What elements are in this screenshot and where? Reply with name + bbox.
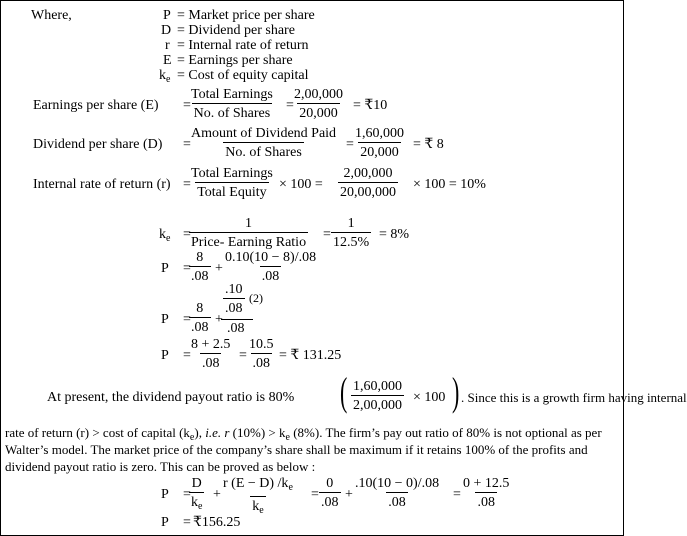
denominator: .08 — [227, 321, 245, 336]
equals-sign: = — [183, 137, 191, 152]
denominator: .08 — [223, 298, 245, 316]
right-paren: ) — [451, 369, 460, 414]
plus-sign: + — [345, 487, 353, 502]
numerator: 1,60,000 — [355, 126, 404, 141]
equals-sign: = — [183, 98, 191, 113]
numerator: Total Earnings — [191, 87, 273, 102]
equals-sign: = — [311, 487, 319, 502]
numerator: 1,60,000 — [353, 379, 402, 394]
denominator: .08 — [251, 353, 273, 371]
numerator: 0 + 12.5 — [463, 476, 510, 491]
numerator: 1 — [245, 216, 253, 231]
irr-result: × 100 = 10% — [413, 177, 486, 192]
p3-first-fraction — [189, 337, 232, 371]
denominator: $k_e$ — [250, 496, 265, 518]
denominator: 20,000 — [297, 103, 340, 121]
equals-sign: = — [183, 348, 191, 363]
ke-result: = 8% — [379, 227, 410, 242]
irr-value-fraction — [338, 166, 398, 200]
numerator: 2,00,000 — [294, 87, 343, 102]
def-text: = Cost of equity capital — [177, 68, 309, 83]
fraction-bar — [221, 319, 253, 320]
plus-sign: + — [215, 261, 223, 276]
left-paren: ( — [339, 369, 348, 414]
p4-growth-fraction — [353, 476, 441, 510]
equals-sign: = — [183, 261, 191, 276]
numerator: 8 — [196, 301, 204, 316]
p-symbol: P — [161, 487, 169, 502]
p-symbol: P — [161, 515, 169, 530]
p4-walter-fraction — [221, 476, 295, 518]
irr-formula-fraction — [189, 166, 275, 200]
numerator: Amount of Dividend Paid — [191, 126, 337, 141]
equals-sign: = — [453, 487, 461, 502]
eps-result: = ₹10 — [353, 98, 388, 113]
denominator: 20,000 — [358, 142, 401, 160]
times-hundred: × 100 — [413, 390, 446, 405]
paragraph-line: rate of return (r) > cost of capital $(k_e)$, i.e. r $(10\%) > k_e$ (8%). The firm’s pay out ratio of 80% is not optional as per — [5, 425, 602, 443]
plus-sign: + — [213, 487, 221, 502]
equals-sign: = — [183, 177, 191, 192]
denominator: Price- Earning Ratio — [189, 232, 308, 250]
numerator: 0.10(10 − 8)/.08 — [225, 250, 317, 265]
p-symbol: P — [161, 312, 169, 327]
times-hundred: × 100 = — [279, 177, 323, 192]
equals-sign: = — [346, 137, 354, 152]
p-symbol: P — [161, 261, 169, 276]
p4-sum-fraction — [461, 476, 511, 510]
numerator: 8 — [196, 250, 204, 265]
p3-result: = ₹ 131.25 — [279, 348, 342, 363]
def-symbol: r — [165, 38, 170, 53]
equals-sign: = — [286, 98, 294, 113]
p3-second-fraction — [247, 337, 276, 371]
numerator: 1 — [347, 216, 355, 231]
equals-sign: = — [239, 348, 247, 363]
numerator: Total Earnings — [191, 166, 273, 181]
paragraph-line: At present, the dividend payout ratio is 80% — [47, 390, 295, 405]
denominator: .08 — [189, 266, 211, 284]
p-symbol: P — [161, 348, 169, 363]
p2-first-fraction — [189, 301, 211, 335]
paragraph-line: Walter’s model. The market price of the company’s share shall be maximum if it retains 100% of the profits and — [5, 442, 588, 457]
ke-symbol: $k_e$ — [159, 227, 171, 244]
denominator: .08 — [319, 492, 341, 510]
equals-sign: = — [183, 515, 191, 530]
eps-value-fraction — [292, 87, 345, 121]
dps-result: = ₹ 8 — [413, 137, 444, 152]
def-text: = Internal rate of return — [177, 38, 309, 53]
numerator: .10 — [225, 282, 243, 297]
def-symbol: D — [161, 23, 172, 38]
numerator: 10.5 — [249, 337, 274, 352]
def-text: = Earnings per share — [177, 53, 293, 68]
payout-fraction — [351, 379, 404, 413]
p4-zero-fraction — [319, 476, 341, 510]
numerator: 2,00,000 — [343, 166, 393, 181]
def-symbol: E — [163, 53, 172, 68]
ke-value-fraction — [331, 216, 371, 250]
denominator: .08 — [189, 317, 211, 335]
denominator: No. of Shares — [192, 103, 273, 121]
numerator: r (E − D) $/k_e$ — [223, 476, 293, 493]
denominator: 20,00,000 — [338, 182, 398, 200]
numerator: 8 + 2.5 — [191, 337, 231, 352]
denominator: .08 — [475, 492, 497, 510]
final-price-result: ₹156.25 — [193, 515, 241, 530]
numerator: .10(10 − 0)/.08 — [355, 476, 440, 491]
def-text: = Market price per share — [177, 8, 315, 23]
irr-label: Internal rate of return (r) — [33, 177, 171, 192]
denominator: .08 — [200, 353, 222, 371]
p2-inner-fraction — [223, 282, 245, 316]
def-symbol: P — [163, 8, 171, 23]
p1-first-fraction — [189, 250, 211, 284]
ke-formula-fraction — [189, 216, 308, 250]
denominator: 2,00,000 — [351, 395, 404, 413]
numerator: 0 — [326, 476, 334, 491]
paragraph-line: dividend payout ratio is zero. This can be proved as below : — [5, 459, 316, 474]
denominator: $k_e$ — [189, 492, 204, 514]
equals-sign: = — [183, 487, 191, 502]
where-label: Where, — [31, 8, 72, 23]
equals-sign: = — [183, 227, 191, 242]
denominator: .08 — [260, 266, 282, 284]
denominator: No. of Shares — [223, 142, 304, 160]
equals-sign: = — [323, 227, 331, 242]
denominator: 12.5% — [331, 232, 371, 250]
plus-sign: + — [215, 312, 223, 327]
equals-sign: = — [183, 312, 191, 327]
numerator: D — [191, 476, 202, 491]
p2-multiplier: (2) — [249, 291, 263, 305]
denominator: .08 — [386, 492, 408, 510]
paragraph-line: . Since this is a growth firm having internal — [461, 390, 687, 405]
eps-label: Earnings per share (E) — [33, 98, 159, 113]
dps-label: Dividend per share (D) — [33, 137, 163, 152]
p1-second-fraction — [223, 250, 318, 284]
denominator: Total Equity — [195, 182, 268, 200]
p4-dividend-fraction — [189, 476, 204, 514]
def-symbol: $k_e$ — [159, 68, 171, 85]
dps-value-fraction — [353, 126, 406, 160]
eps-formula-fraction — [189, 87, 275, 121]
def-text: = Dividend per share — [177, 23, 295, 38]
dps-formula-fraction — [189, 126, 338, 160]
